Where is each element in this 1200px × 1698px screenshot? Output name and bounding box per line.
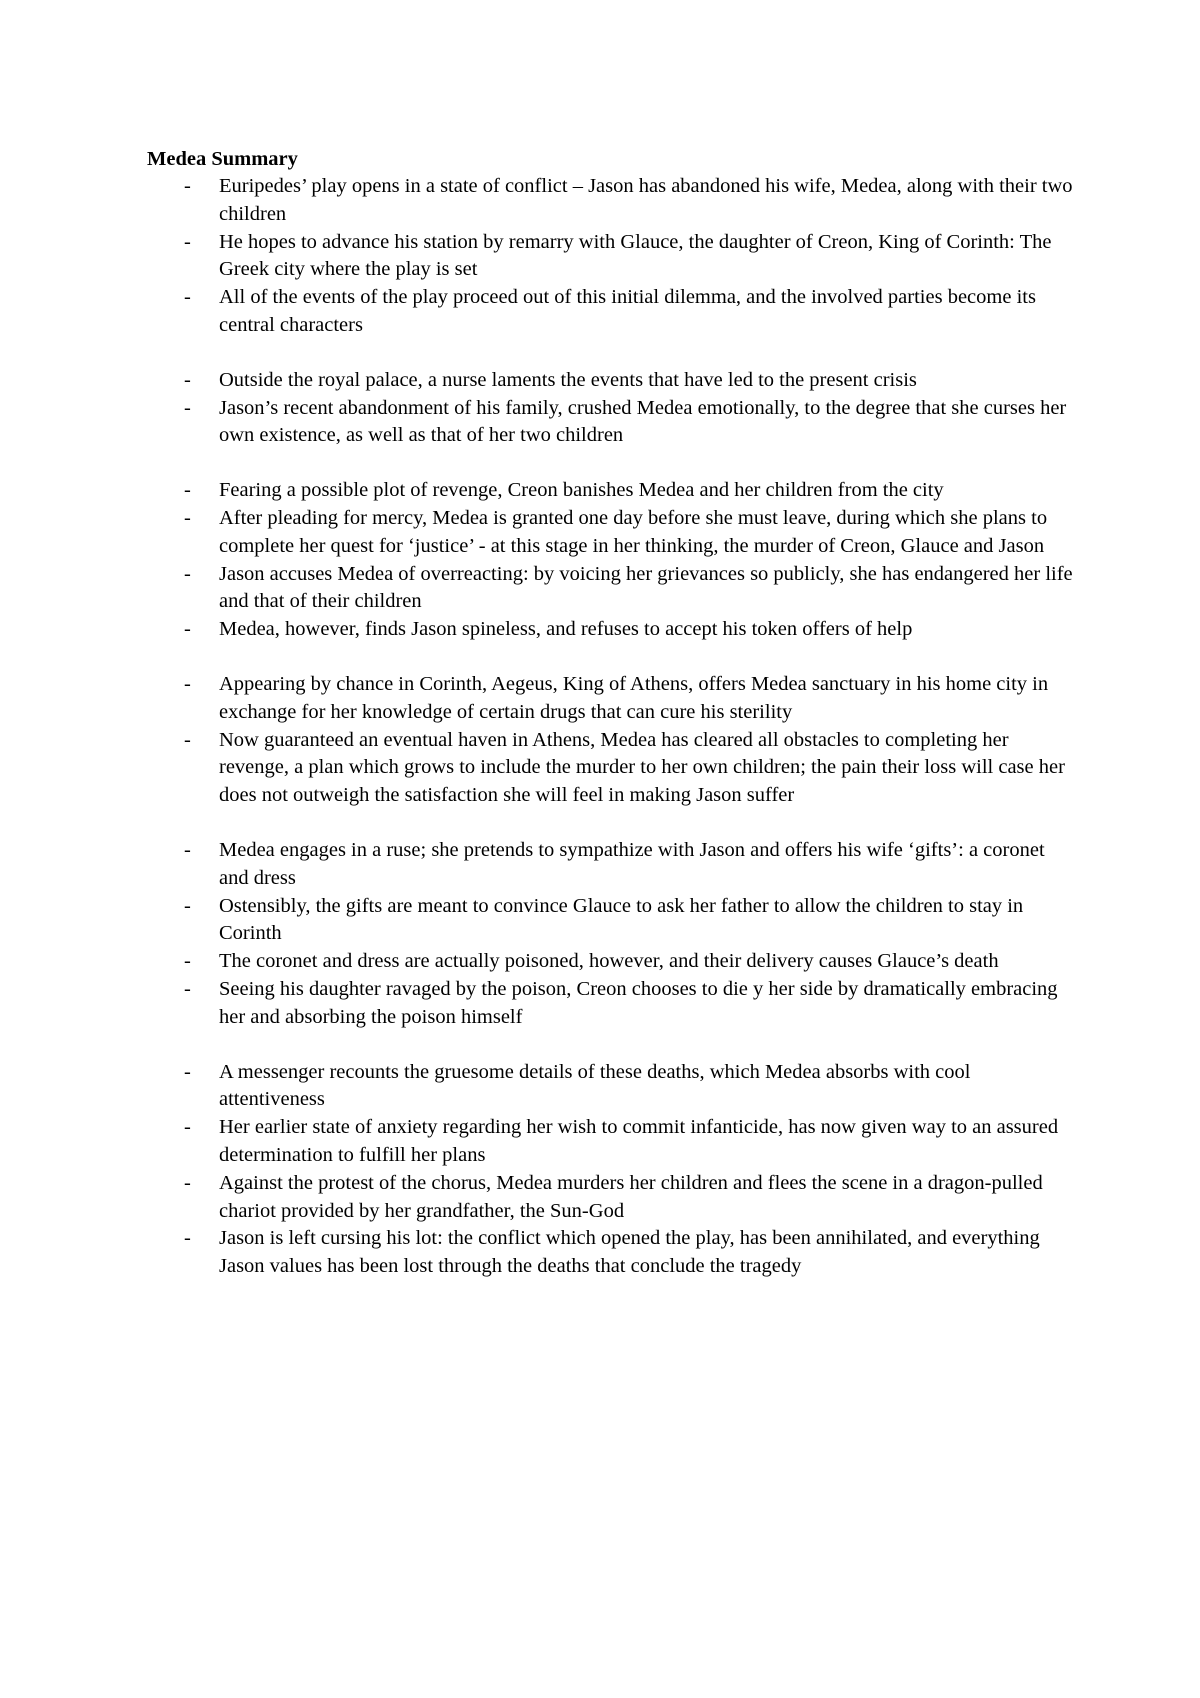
bullet-dash: - xyxy=(184,506,191,529)
list-item xyxy=(147,1059,1077,1115)
bullet-dash: - xyxy=(184,838,191,861)
bullet-text: Now guaranteed an eventual haven in Athens, Medea has cleared all obstacles to completing her revenge, a plan which grows to include the murder to her own children; the pain their loss will case her does not outweigh the satisfaction she will feel in making Jason suffer xyxy=(219,728,1065,807)
bullet-dash: - xyxy=(184,977,191,1000)
document-title: Medea Summary xyxy=(147,148,298,170)
bullet-group xyxy=(147,837,1077,1032)
list-item xyxy=(147,948,1077,976)
list-item xyxy=(147,561,1077,617)
list-item xyxy=(147,976,1077,1032)
bullet-text: Jason accuses Medea of overreacting: by voicing her grievances so publicly, she has endangered her life and that of their children xyxy=(219,562,1073,613)
list-item xyxy=(147,616,1077,644)
document-body xyxy=(147,145,1077,1281)
bullet-dash: - xyxy=(184,1116,191,1139)
list-item xyxy=(147,229,1077,285)
bullet-text: Jason’s recent abandonment of his family, crushed Medea emotionally, to the degree that she curses her own existence, as well as that of her two children xyxy=(219,396,1067,447)
bullet-text: Against the protest of the chorus, Medea murders her children and flees the scene in a dragon-pulled chariot provided by her grandfather, the Sun-God xyxy=(219,1171,1043,1222)
bullet-dash: - xyxy=(184,1060,191,1083)
bullet-text: Euripedes’ play opens in a state of conflict – Jason has abandoned his wife, Medea, along with their two children xyxy=(219,175,1073,225)
list-item xyxy=(147,893,1077,949)
bullet-text: Fearing a possible plot of revenge, Creon banishes Medea and her children from the city xyxy=(219,479,944,502)
list-item xyxy=(147,173,1077,229)
bullet-group xyxy=(147,367,1077,450)
bullet-dash: - xyxy=(184,396,191,419)
bullet-dash: - xyxy=(184,479,191,502)
bullet-text: All of the events of the play proceed out of this initial dilemma, and the involved parties become its central characters xyxy=(219,286,1036,336)
bullet-list xyxy=(147,173,1077,1281)
bullet-text: Her earlier state of anxiety regarding her wish to commit infanticide, has now given way to an assured determination to fulfill her plans xyxy=(219,1116,1059,1166)
bullet-dash: - xyxy=(184,950,191,973)
list-item xyxy=(147,477,1077,505)
list-item xyxy=(147,1225,1077,1281)
bullet-text: A messenger recounts the gruesome details of these deaths, which Medea absorbs with cool attentiveness xyxy=(219,1060,971,1111)
list-item xyxy=(147,1114,1077,1170)
bullet-dash: - xyxy=(184,368,191,391)
bullet-text: Medea engages in a ruse; she pretends to sympathize with Jason and offers his wife ‘gifts’: a coronet and dress xyxy=(219,838,1045,889)
list-item xyxy=(147,367,1077,395)
bullet-group xyxy=(147,477,1077,644)
bullet-dash: - xyxy=(184,618,191,641)
bullet-dash: - xyxy=(184,728,191,751)
bullet-text: After pleading for mercy, Medea is granted one day before she must leave, during which she plans to complete her quest for ‘justice’ - at this stage in her thinking, the murder of Creon, Glauce and Jason xyxy=(219,506,1048,557)
list-item xyxy=(147,284,1077,340)
list-item xyxy=(147,727,1077,810)
bullet-text: The coronet and dress are actually poisoned, however, and their delivery causes Glauce’s death xyxy=(219,950,999,973)
list-item xyxy=(147,837,1077,893)
bullet-dash: - xyxy=(184,562,191,585)
bullet-text: Jason is left cursing his lot: the conflict which opened the play, has been annihilated, and everything Jason values has been lost through the deaths that conclude the tragedy xyxy=(219,1227,1040,1278)
list-item xyxy=(147,1170,1077,1226)
bullet-text: He hopes to advance his station by remarry with Glauce, the daughter of Creon, King of Corinth: The Greek city where the play is set xyxy=(219,230,1052,281)
bullet-group xyxy=(147,671,1077,810)
bullet-dash: - xyxy=(184,672,191,695)
bullet-dash: - xyxy=(184,1227,191,1250)
bullet-text: Medea, however, finds Jason spineless, and refuses to accept his token offers of help xyxy=(219,618,913,641)
bullet-text: Seeing his daughter ravaged by the poison, Creon chooses to die y her side by dramatically embracing her and absorbing the poison himself xyxy=(219,977,1058,1028)
list-item xyxy=(147,395,1077,451)
bullet-dash: - xyxy=(184,286,191,309)
bullet-dash: - xyxy=(184,894,191,917)
bullet-text: Ostensibly, the gifts are meant to convince Glauce to ask her father to allow the children to stay in Corinth xyxy=(219,894,1024,945)
bullet-group xyxy=(147,1059,1077,1281)
bullet-text: Appearing by chance in Corinth, Aegeus, King of Athens, offers Medea sanctuary in his home city in exchange for her knowledge of certain drugs that can cure his sterility xyxy=(219,672,1049,723)
bullet-text: Outside the royal palace, a nurse laments the events that have led to the present crisis xyxy=(219,368,917,391)
bullet-group xyxy=(147,173,1077,340)
bullet-dash: - xyxy=(184,1171,191,1194)
bullet-dash: - xyxy=(184,175,191,197)
list-item xyxy=(147,505,1077,561)
list-item xyxy=(147,671,1077,727)
bullet-dash: - xyxy=(184,230,191,253)
